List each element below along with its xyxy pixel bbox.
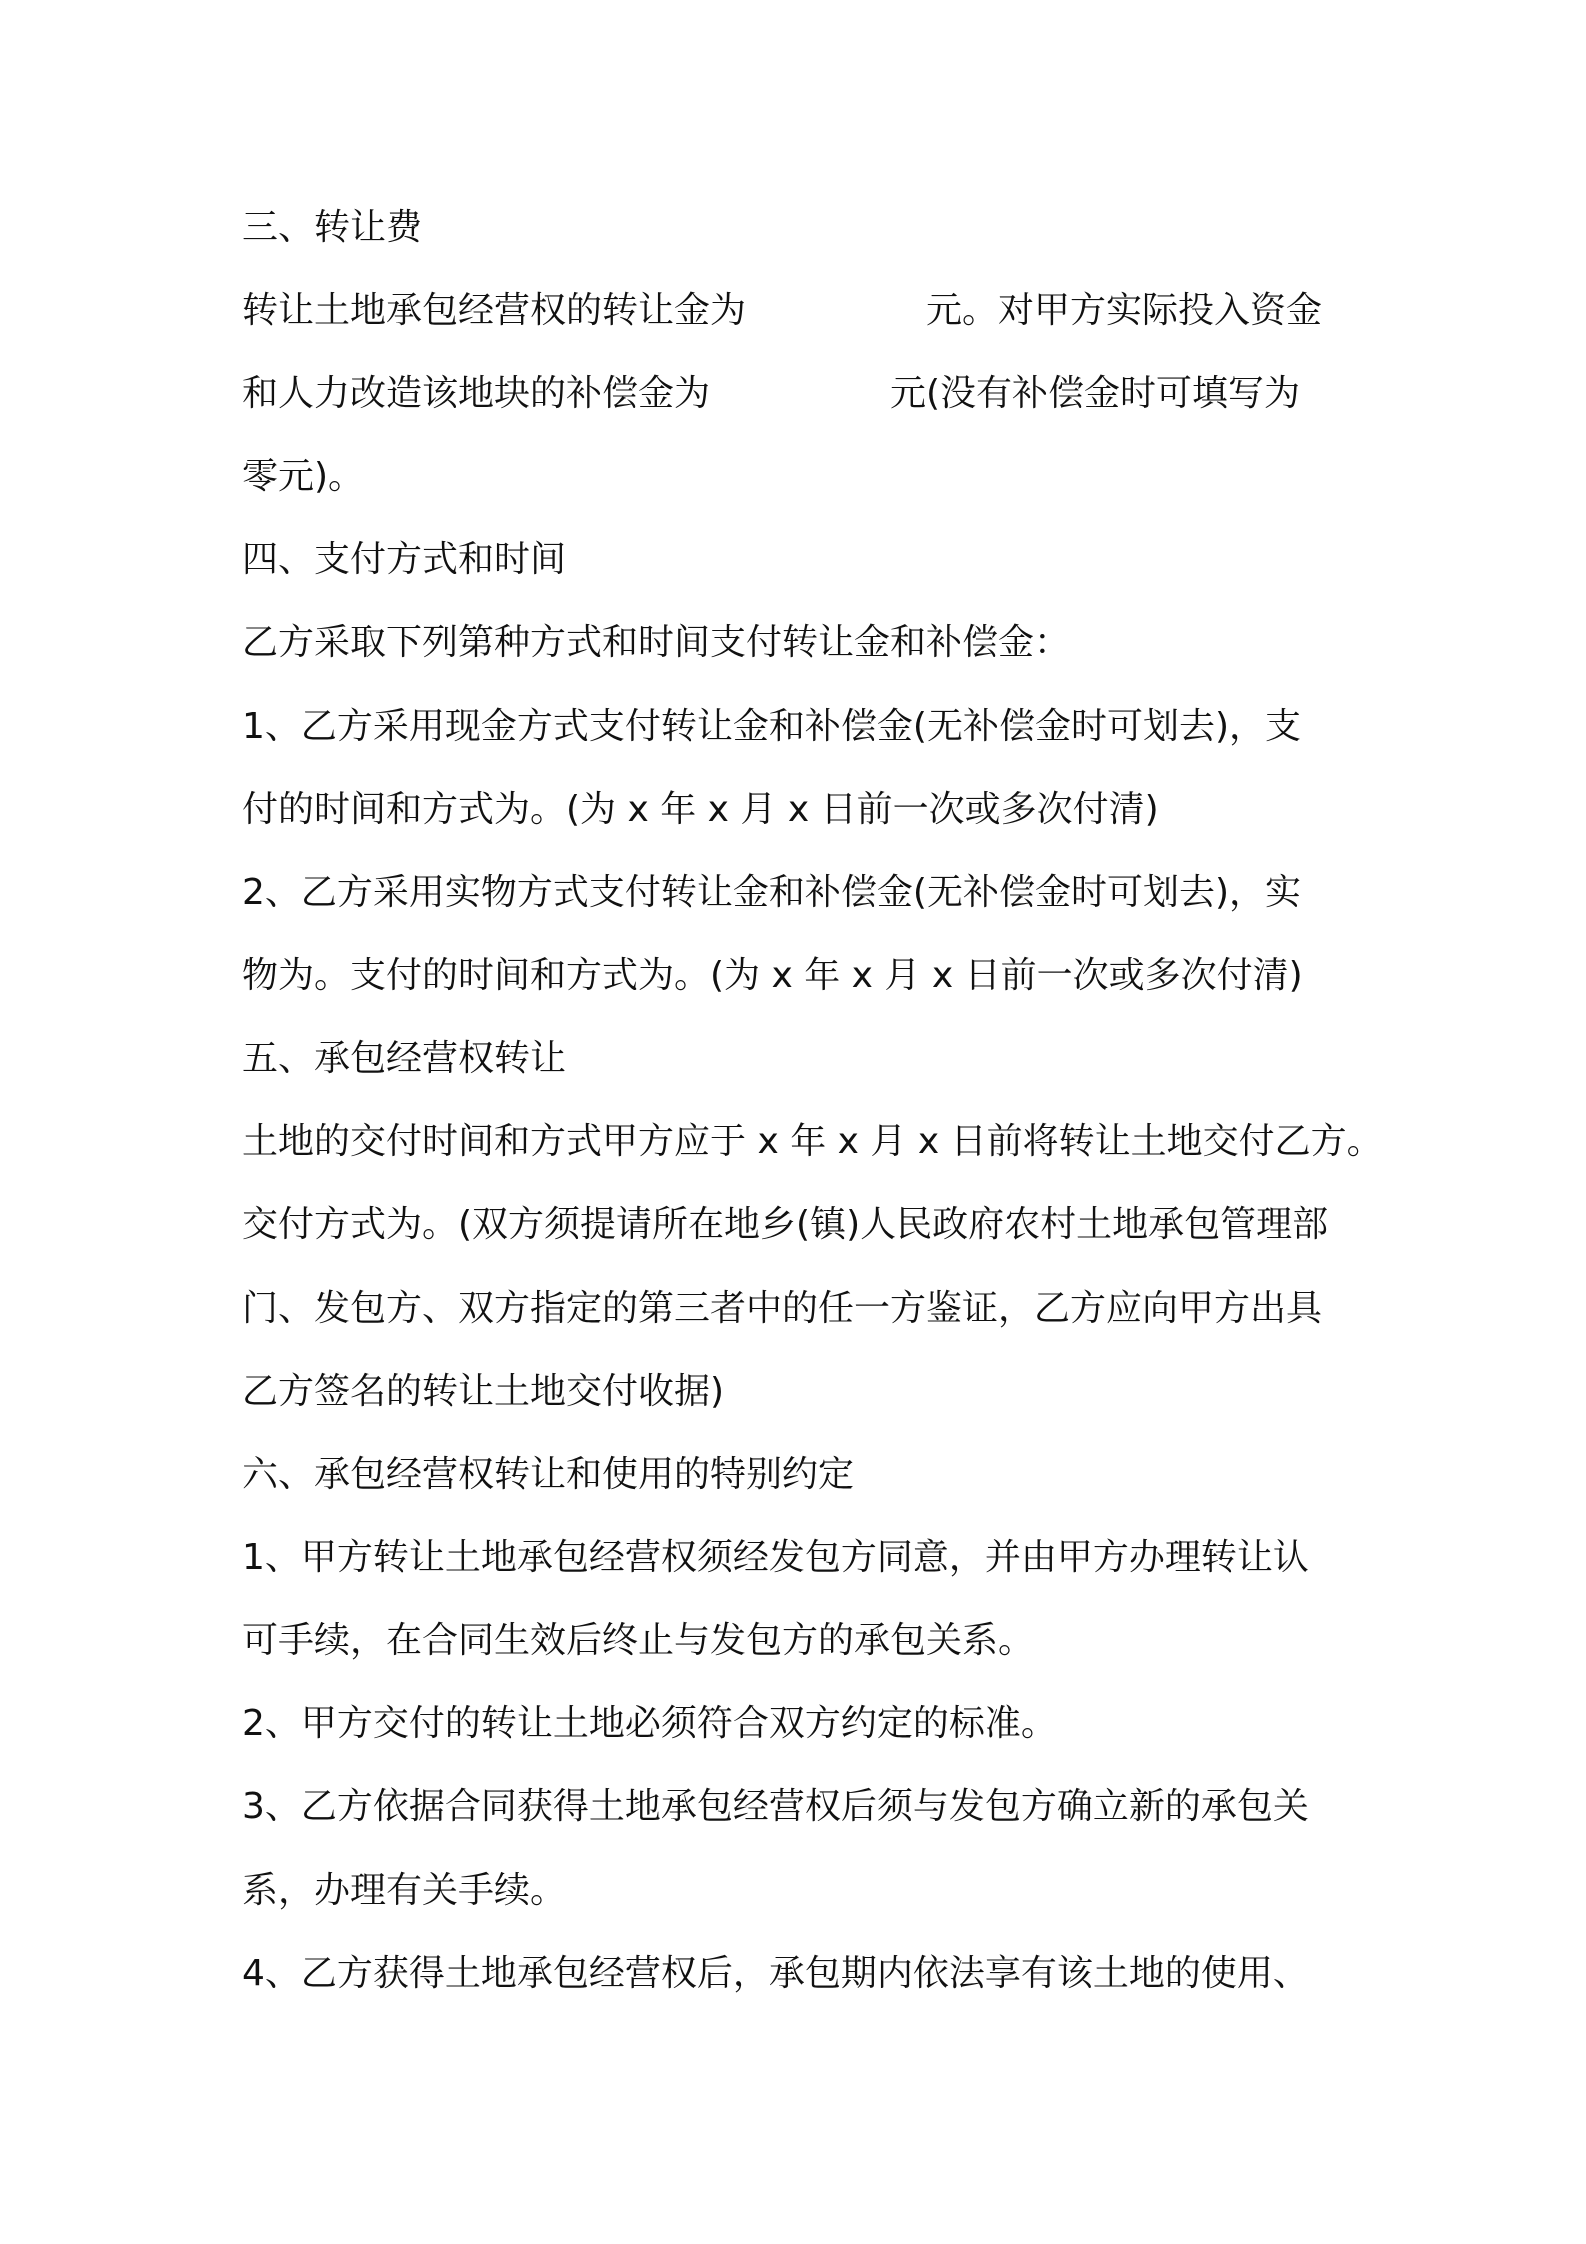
paragraph-line: 4、乙方获得土地承包经营权后，承包期内依法享有该土地的使用、	[242, 1953, 1309, 1994]
section-heading-right-transfer: 五、承包经营权转让	[242, 1038, 567, 1079]
paragraph-line: 转让土地承包经营权的转让金为 元。对甲方实际投入资金	[242, 290, 1323, 331]
paragraph-line: 3、乙方依据合同获得土地承包经营权后须与发包方确立新的承包关	[242, 1786, 1309, 1827]
paragraph-line: 乙方签名的转让土地交付收据)	[242, 1371, 725, 1412]
paragraph-line: 交付方式为。(双方须提请所在地乡(镇)人民政府农村土地承包管理部	[242, 1204, 1329, 1245]
paragraph-line: 系，办理有关手续。	[242, 1870, 567, 1911]
paragraph-line: 和人力改造该地块的补偿金为 元(没有补偿金时可填写为	[242, 373, 1301, 414]
paragraph-line: 1、甲方转让土地承包经营权须经发包方同意，并由甲方办理转让认	[242, 1537, 1309, 1578]
paragraph-line: 乙方采取下列第种方式和时间支付转让金和补偿金：	[242, 622, 1071, 663]
paragraph-line: 物为。支付的时间和方式为。(为 x 年 x 月 x 日前一次或多次付清)	[242, 955, 1303, 996]
section-heading-payment: 四、支付方式和时间	[242, 539, 567, 580]
paragraph-line: 2、甲方交付的转让土地必须符合双方约定的标准。	[242, 1703, 1057, 1744]
paragraph-line: 零元)。	[242, 456, 365, 497]
paragraph-line: 土地的交付时间和方式甲方应于 x 年 x 月 x 日前将转让土地交付乙方。	[242, 1121, 1383, 1162]
paragraph-line: 门、发包方、双方指定的第三者中的任一方鉴证，乙方应向甲方出具	[242, 1288, 1323, 1329]
paragraph-line: 可手续，在合同生效后终止与发包方的承包关系。	[242, 1620, 1035, 1661]
section-heading-special-terms: 六、承包经营权转让和使用的特别约定	[242, 1454, 855, 1495]
section-heading-transfer-fee: 三、转让费	[242, 207, 423, 248]
paragraph-line: 付的时间和方式为。(为 x 年 x 月 x 日前一次或多次付清)	[242, 789, 1159, 830]
paragraph-line: 2、乙方采用实物方式支付转让金和补偿金(无补偿金时可划去)，实	[242, 872, 1301, 913]
paragraph-line: 1、乙方采用现金方式支付转让金和补偿金(无补偿金时可划去)，支	[242, 706, 1301, 747]
